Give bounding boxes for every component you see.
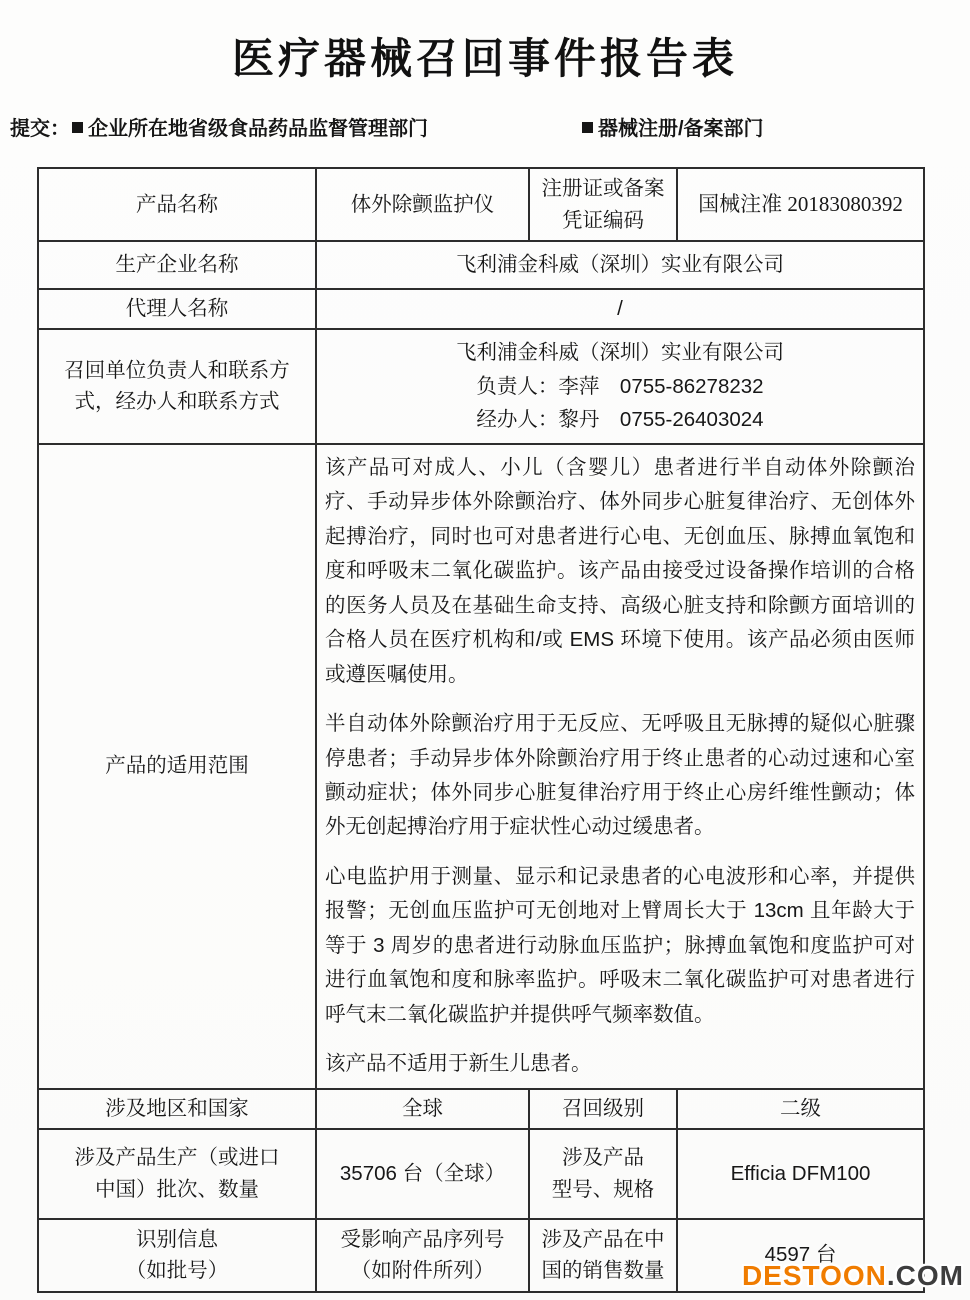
table-row-contact: [38, 329, 924, 444]
identification-value-line2: （如附件所列）: [350, 1259, 495, 1283]
table-row-quantity: [38, 1129, 924, 1219]
submit-option-province: [70, 112, 428, 141]
recall-level-label: 召回级别: [529, 1089, 677, 1129]
table-row-region: [38, 1089, 924, 1129]
watermark-brand: DESTOON: [741, 1260, 887, 1291]
china-sales-value: 4597 台: [677, 1219, 924, 1292]
registration-number-text: 国械注准 20183080392: [698, 192, 903, 217]
contact-value: [316, 329, 924, 444]
contact-responsible-line: 负责人：李萍 0755-86278232: [476, 374, 764, 398]
scope-paragraph-2: 半自动体外除颤治疗用于无反应、无呼吸且无脉搏的疑似心脏骤停患者；手动异步体外除颤治疗用于终止患者的心动过速和心室颤动症状；体外同步心脏复律治疗用于终止心房纤维性颤动；体外无创起搏治疗用于症状性心动过缓患者。: [325, 712, 915, 839]
scope-value: [316, 444, 924, 1089]
scope-label: 产品的适用范围: [38, 444, 316, 1089]
filled-checkbox-icon: [582, 122, 593, 133]
submit-line: [10, 112, 970, 141]
contact-company-line: 飞利浦金科威（深圳）实业有限公司: [456, 341, 784, 365]
identification-label: [38, 1219, 316, 1292]
registration-number-label: [529, 168, 677, 241]
table-row-agent: [38, 289, 924, 329]
scope-paragraph-3: 心电监护用于测量、显示和记录患者的心电波形和心率，并提供报警；无创血压监护可无创地对上臂周长大于 13cm 且年龄大于等于 3 周岁的患者进行动脉血压监护；脉搏血氧饱和度监护可对进行血氧饱和度和脉率监护。呼吸末二氧化碳监护可对患者进行呼气末二氧化碳监护并提供呼气频率数值。: [325, 864, 915, 1026]
contact-handler-line: 经办人：黎丹 0755-26403024: [476, 407, 764, 431]
identification-label-line2: （如批号）: [125, 1259, 229, 1283]
agent-value: /: [316, 289, 924, 329]
quantity-label: [38, 1129, 316, 1219]
registration-number-label-line1: 注册证或备案: [541, 176, 665, 200]
scope-paragraph-4: 该产品不适用于新生儿患者。: [325, 1052, 592, 1076]
model-label: [529, 1129, 677, 1219]
registration-number-value: [677, 168, 924, 241]
china-sales-label-line2: 国的销售数量: [541, 1259, 665, 1283]
submit-label: 提交：: [10, 118, 70, 140]
quantity-label-line1: 涉及产品生产（或进口: [74, 1146, 280, 1169]
recall-report-table: [37, 167, 925, 1293]
identification-label-line1: 识别信息: [136, 1227, 218, 1251]
submit-option-registration: [580, 112, 764, 141]
product-name-label: 产品名称: [38, 168, 316, 241]
submit-option-registration-label: 器械注册/备案部门: [598, 118, 764, 140]
submit-option-province-label: 企业所在地省级食品药品监督管理部门: [88, 118, 428, 140]
quantity-value: 35706 台（全球）: [316, 1129, 529, 1219]
scope-paragraph-1: 该产品可对成人、小儿（含婴儿）患者进行半自动体外除颤治疗、手动异步体外除颤治疗、体外同步心脏复律治疗、无创体外起搏治疗，同时也可对患者进行心电、无创血压、脉搏血氧饱和度和呼吸末二氧化碳监护。该产品由接受过设备操作培训的合格的医务人员及在基础生命支持、高级心脏支持和除颤方面培训的合格人员在医疗机构和/或 EMS 环境下使用。该产品必须由医师或遵医嘱使用。: [325, 456, 915, 686]
registration-number-label-line2: 凭证编码: [562, 208, 644, 232]
model-value: Efficia DFM100: [677, 1129, 924, 1219]
agent-label: 代理人名称: [38, 289, 316, 329]
destoon-watermark: [742, 1260, 964, 1292]
contact-label: [38, 329, 316, 444]
page-title: 医疗器械召回事件报告表: [231, 35, 738, 82]
model-label-line1: 涉及产品: [562, 1146, 644, 1169]
model-label-line2: 型号、规格: [551, 1177, 655, 1201]
region-value: 全球: [316, 1089, 529, 1129]
china-sales-label: [529, 1219, 677, 1292]
table-row-scope: [38, 444, 924, 1089]
manufacturer-label: 生产企业名称: [38, 241, 316, 289]
product-name-value: 体外除颤监护仪: [316, 168, 529, 241]
watermark-suffix: .COM: [886, 1260, 964, 1291]
table-row-manufacturer: [38, 241, 924, 289]
region-label: 涉及地区和国家: [38, 1089, 316, 1129]
filled-checkbox-icon: [72, 122, 83, 133]
identification-value-line1: 受影响产品序列号: [340, 1227, 505, 1251]
contact-label-line1: 召回单位负责人和联系方: [64, 358, 290, 382]
manufacturer-value: 飞利浦金科威（深圳）实业有限公司: [316, 241, 924, 289]
identification-value: [316, 1219, 529, 1292]
contact-label-line2: 式，经办人和联系方式: [74, 390, 280, 414]
quantity-label-line2: 中国）批次、数量: [95, 1177, 259, 1201]
china-sales-label-line1: 涉及产品在中: [541, 1227, 665, 1251]
recall-level-value: 二级: [677, 1089, 924, 1129]
table-row-product: [38, 168, 924, 241]
